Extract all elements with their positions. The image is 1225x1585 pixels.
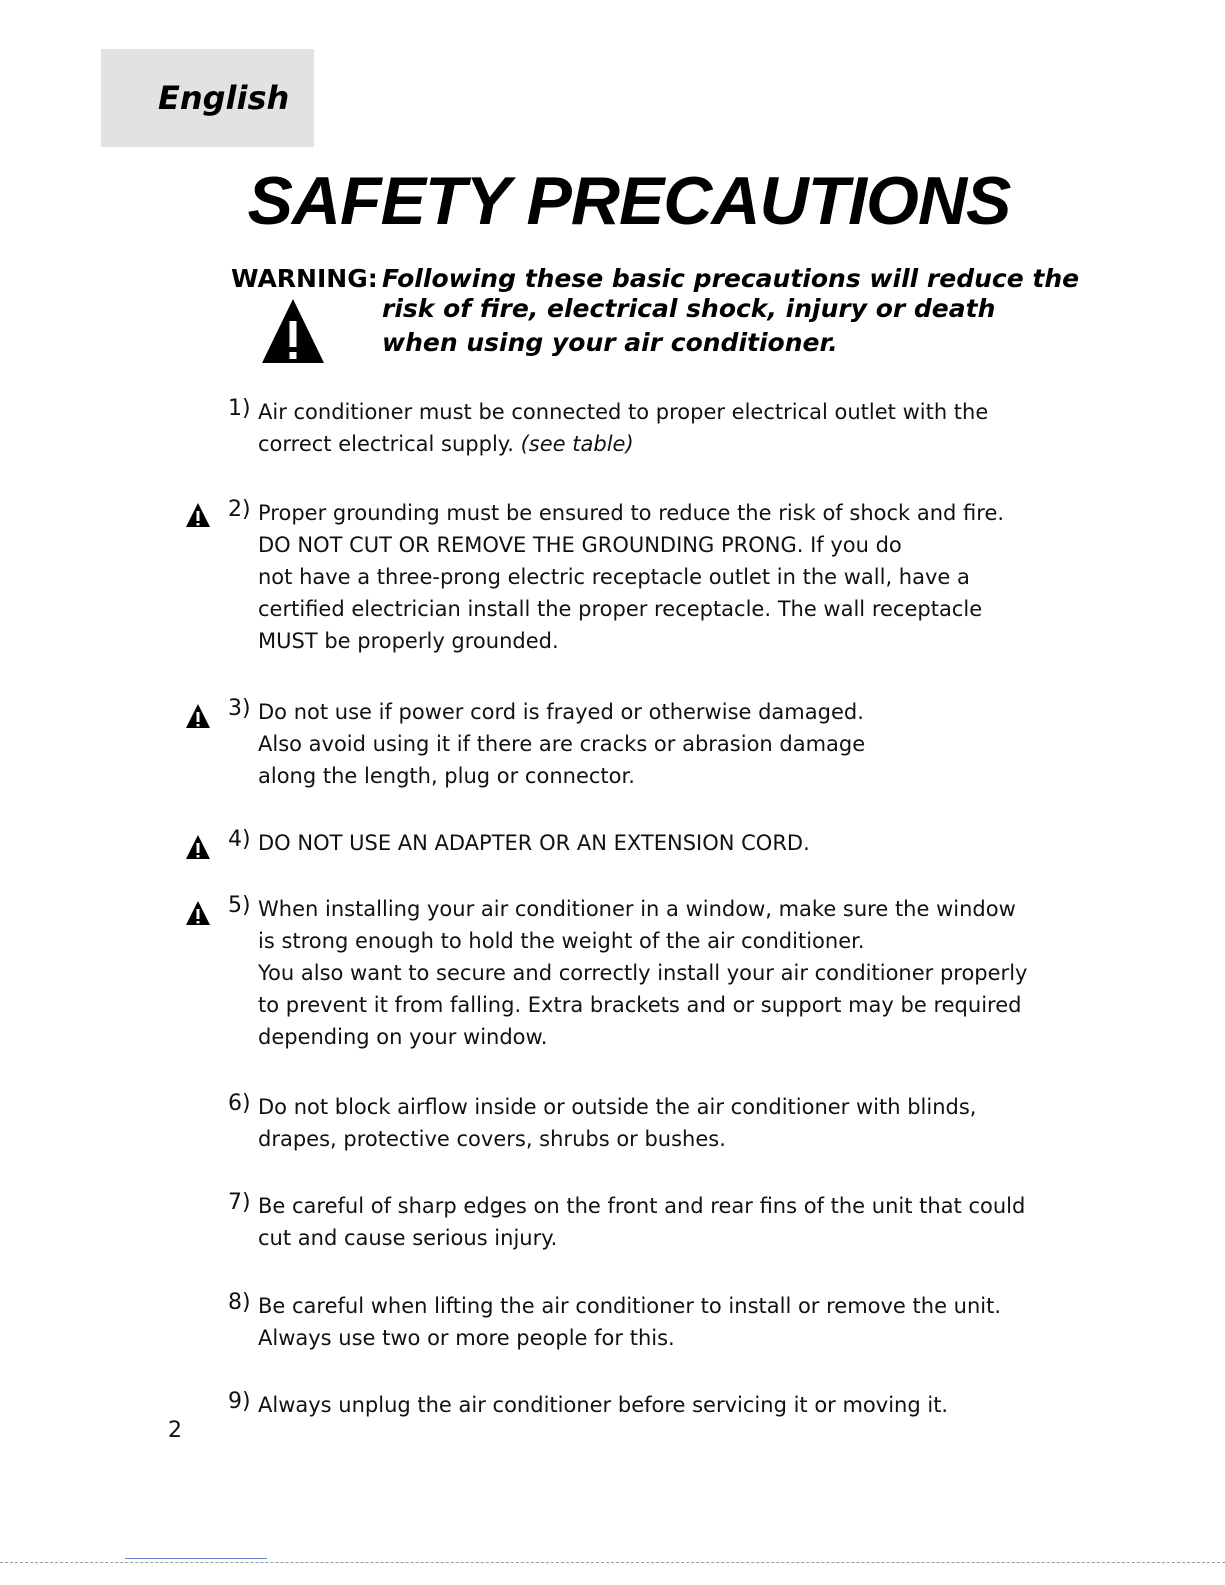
item-line: Do not use if power cord is frayed or otherwise damaged. <box>258 700 864 724</box>
page-title: SAFETY PRECAUTIONS <box>247 163 1011 239</box>
item-line: MUST be properly grounded. <box>258 629 559 653</box>
item-number: 7) <box>228 1190 251 1215</box>
item-line-wrap <box>258 428 1058 460</box>
item-line: Air conditioner must be connected to proper electrical outlet with the <box>258 400 989 424</box>
item-line: along the length, plug or connector. <box>258 764 635 788</box>
list-item <box>228 1290 1028 1354</box>
item-number: 8) <box>228 1290 251 1315</box>
item-line: not have a three-prong electric receptacle outlet in the wall, have a <box>258 565 970 589</box>
item-number: 6) <box>228 1091 251 1116</box>
item-line: is strong enough to hold the weight of the air conditioner. <box>258 929 865 953</box>
item-line: Always unplug the air conditioner before servicing it or moving it. <box>258 1393 949 1417</box>
item-line: You also want to secure and correctly install your air conditioner properly <box>258 961 1028 985</box>
item-line: DO NOT CUT OR REMOVE THE GROUNDING PRONG. If you do <box>258 533 902 557</box>
list-item <box>228 696 1028 792</box>
page-divider <box>0 1562 1225 1563</box>
item-line: Do not block airflow inside or outside the air conditioner with blinds, <box>258 1095 977 1119</box>
list-item <box>228 1190 1028 1254</box>
item-line: depending on your window. <box>258 1025 548 1049</box>
item-line: to prevent it from falling. Extra brackets and or support may be required <box>258 993 1022 1017</box>
item-number: 9) <box>228 1389 251 1414</box>
item-number: 3) <box>228 696 251 721</box>
item-line: Also avoid using it if there are cracks or abrasion damage <box>258 732 866 756</box>
list-item <box>228 497 1028 657</box>
item-number: 4) <box>228 827 251 852</box>
item-line: cut and cause serious injury. <box>258 1226 558 1250</box>
item-line: certified electrician install the proper receptacle. The wall receptacle <box>258 597 983 621</box>
list-item <box>228 893 1028 1053</box>
warning-triangle-icon <box>185 834 211 860</box>
page-divider-mark <box>125 1558 267 1559</box>
item-line: Always use two or more people for this. <box>258 1326 675 1350</box>
language-tab <box>101 49 314 147</box>
item-number: 1) <box>228 396 251 421</box>
item-line: correct electrical supply. <box>258 432 514 456</box>
warning-text-line: when using your air conditioner. <box>382 328 838 357</box>
item-note: (see table) <box>520 432 634 456</box>
item-line: Proper grounding must be ensured to reduce the risk of shock and fire. <box>258 501 1005 525</box>
item-line: Be careful of sharp edges on the front and rear fins of the unit that could <box>258 1194 1026 1218</box>
warning-text-line: risk of fire, electrical shock, injury or death <box>382 294 996 323</box>
warning-triangle-icon <box>185 703 211 729</box>
warning-triangle-icon <box>260 297 326 365</box>
list-item <box>228 827 1028 859</box>
warning-text-line: Following these basic precautions will reduce the <box>382 264 1080 293</box>
page-number: 2 <box>168 1418 182 1443</box>
item-number: 5) <box>228 893 251 918</box>
item-line: When installing your air conditioner in a window, make sure the window <box>258 897 1016 921</box>
warning-label: WARNING: <box>231 264 378 293</box>
language-label: English <box>158 79 290 117</box>
warning-triangle-icon <box>185 900 211 926</box>
list-item <box>228 396 1028 460</box>
item-number: 2) <box>228 497 251 522</box>
list-item <box>228 1389 1028 1421</box>
item-line: drapes, protective covers, shrubs or bushes. <box>258 1127 726 1151</box>
item-line: Be careful when lifting the air conditioner to install or remove the unit. <box>258 1294 1002 1318</box>
warning-triangle-icon <box>185 502 211 528</box>
list-item <box>228 1091 1028 1155</box>
item-line: DO NOT USE AN ADAPTER OR AN EXTENSION CORD. <box>258 831 810 855</box>
